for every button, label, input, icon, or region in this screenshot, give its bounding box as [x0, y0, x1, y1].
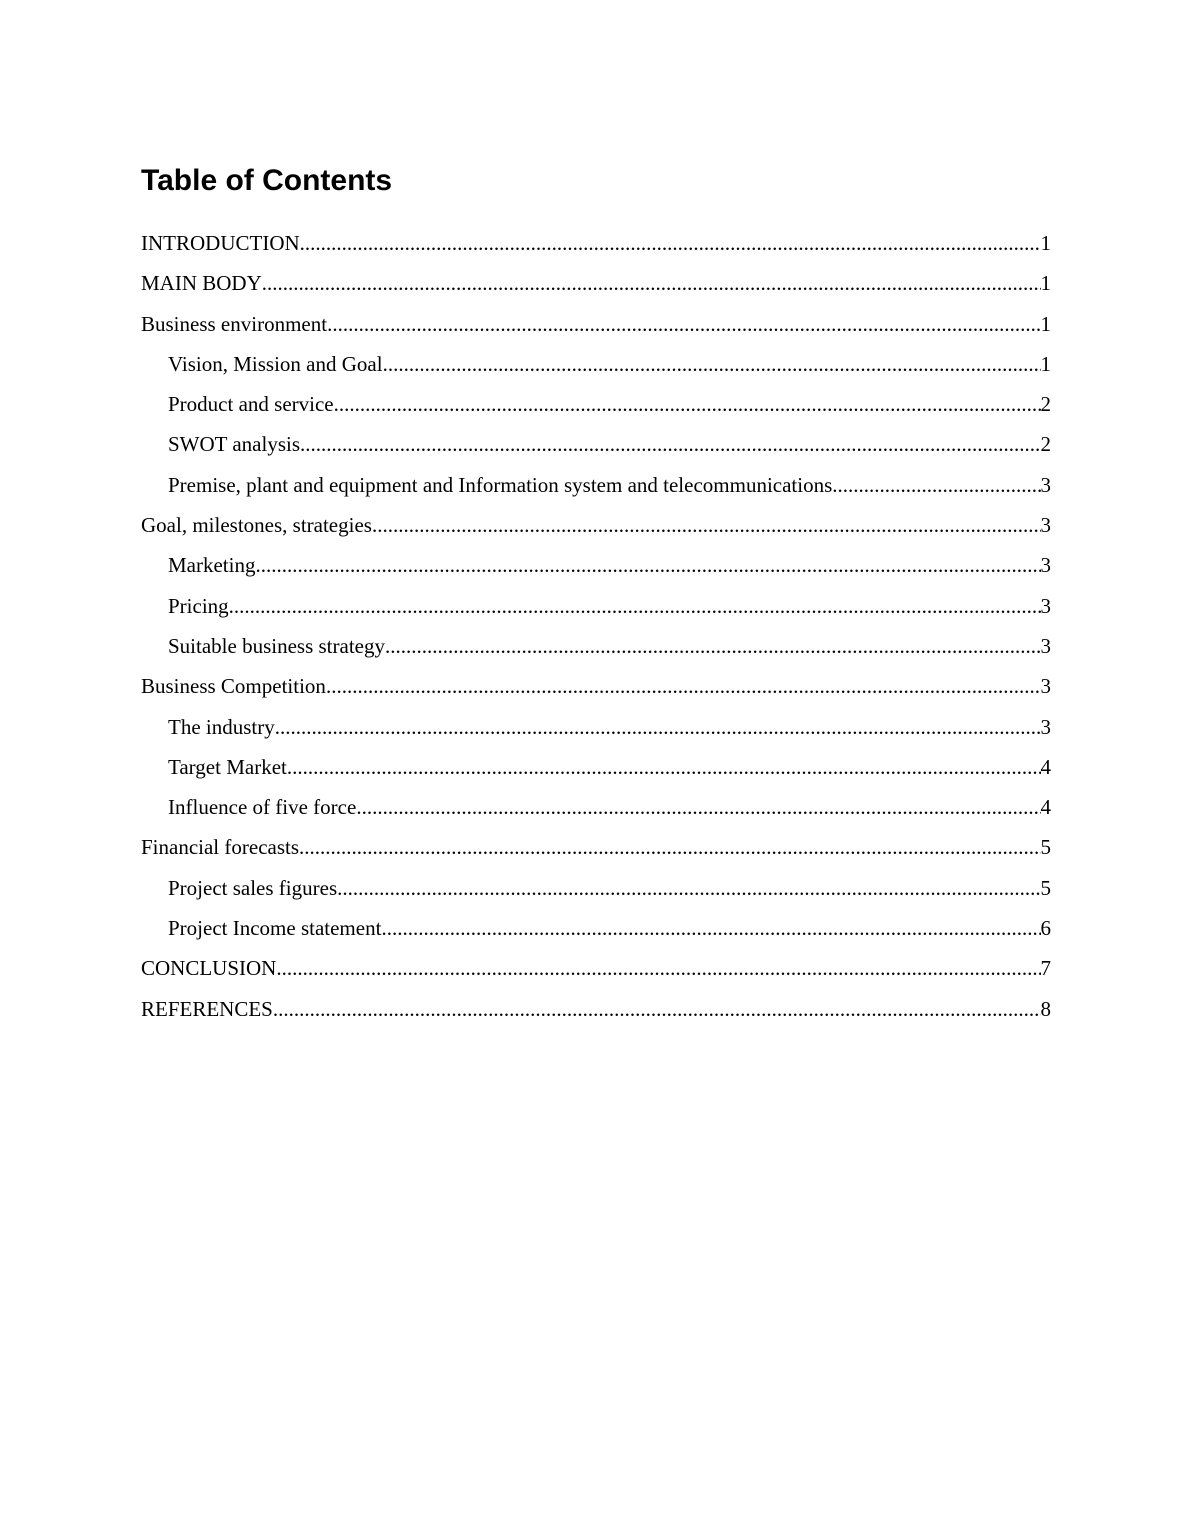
toc-entry-page: 1	[1040, 351, 1051, 376]
toc-dot-leader	[385, 629, 1041, 663]
toc-dot-leader	[273, 992, 1041, 1026]
toc-entry-page: 8	[1040, 996, 1051, 1021]
toc-dot-leader	[356, 790, 1040, 824]
toc-entry-label: Marketing	[168, 553, 256, 578]
toc-entry-page: 3	[1040, 674, 1051, 699]
toc-dot-leader	[326, 669, 1041, 703]
toc-title: Table of Contents	[141, 164, 393, 197]
toc-entry-page: 3	[1040, 513, 1051, 538]
toc-dot-leader	[337, 871, 1040, 905]
toc-entry-label: Project sales figures	[168, 875, 338, 900]
toc-entry-page: 5	[1040, 835, 1051, 860]
toc-entry-introduction[interactable]	[141, 226, 1051, 266]
toc-entry-influence-of-five-force[interactable]	[141, 790, 1051, 830]
toc-dot-leader	[334, 387, 1041, 421]
toc-entry-label: Suitable business strategy	[168, 633, 385, 658]
toc-entry-business-competition[interactable]	[141, 669, 1051, 709]
toc-entry-label: Goal, milestones, strategies	[141, 513, 372, 538]
toc-dot-leader	[262, 266, 1041, 300]
toc-dot-leader	[255, 548, 1040, 582]
toc-dot-leader	[299, 830, 1040, 864]
toc-dot-leader	[287, 750, 1041, 784]
toc-list	[141, 226, 1051, 1032]
toc-entry-label: Product and service	[168, 392, 334, 417]
toc-entry-conclusion[interactable]	[141, 951, 1051, 991]
toc-dot-leader	[300, 427, 1040, 461]
toc-entry-page: 6	[1040, 916, 1051, 941]
toc-dot-leader	[832, 468, 1040, 502]
toc-entry-page: 3	[1040, 714, 1051, 739]
toc-entry-product-and-service[interactable]	[141, 387, 1051, 427]
toc-entry-page: 3	[1040, 553, 1051, 578]
toc-entry-goal-milestones-strategies[interactable]	[141, 508, 1051, 548]
toc-entry-label: INTRODUCTION	[141, 231, 300, 255]
toc-entry-page: 3	[1040, 593, 1051, 618]
toc-entry-label: Vision, Mission and Goal	[168, 351, 383, 376]
toc-entry-project-sales-figures[interactable]	[141, 871, 1051, 911]
toc-entry-target-market[interactable]	[141, 750, 1051, 790]
toc-entry-label: SWOT analysis	[168, 432, 301, 457]
toc-entry-label: REFERENCES	[141, 996, 273, 1021]
toc-dot-leader	[381, 911, 1040, 945]
toc-entry-label: Business Competition	[141, 674, 326, 699]
toc-entry-label: Premise, plant and equipment and Information system and telecommunications	[168, 472, 833, 497]
toc-entry-business-environment[interactable]	[141, 307, 1051, 347]
toc-entry-page: 1	[1040, 311, 1051, 336]
toc-entry-pricing[interactable]	[141, 589, 1051, 629]
toc-entry-references[interactable]	[141, 992, 1051, 1032]
toc-dot-leader	[300, 226, 1041, 260]
toc-entry-page: 2	[1040, 432, 1051, 457]
toc-entry-label: CONCLUSION	[141, 956, 277, 981]
toc-entry-page: 1	[1040, 271, 1051, 296]
toc-entry-page: 5	[1040, 875, 1051, 900]
toc-dot-leader	[372, 508, 1041, 542]
toc-entry-marketing[interactable]	[141, 548, 1051, 588]
toc-entry-label: Financial forecasts	[141, 835, 300, 860]
toc-entry-page: 7	[1040, 956, 1051, 981]
toc-dot-leader	[383, 347, 1041, 381]
toc-entry-label: Business environment	[141, 311, 328, 336]
toc-entry-label: Influence of five force	[168, 795, 357, 820]
toc-entry-main-body[interactable]	[141, 266, 1051, 306]
toc-entry-vision-mission-goal[interactable]	[141, 347, 1051, 387]
toc-entry-the-industry[interactable]	[141, 710, 1051, 750]
toc-entry-label: Target Market	[168, 754, 287, 779]
toc-entry-swot-analysis[interactable]	[141, 427, 1051, 467]
toc-dot-leader	[327, 307, 1040, 341]
toc-dot-leader	[275, 710, 1041, 744]
toc-entry-page: 4	[1040, 754, 1051, 779]
toc-entry-suitable-business-strategy[interactable]	[141, 629, 1051, 669]
toc-entry-page: 1	[1040, 231, 1051, 255]
toc-entry-label: Pricing	[168, 593, 229, 618]
toc-entry-page: 2	[1040, 392, 1051, 417]
toc-entry-page: 4	[1040, 795, 1051, 820]
toc-dot-leader	[276, 951, 1040, 985]
toc-entry-page: 3	[1040, 633, 1051, 658]
toc-entry-label: Project Income statement	[168, 916, 382, 941]
toc-dot-leader	[229, 589, 1041, 623]
toc-entry-premise-plant-equipment[interactable]	[141, 468, 1051, 508]
toc-entry-label: The industry	[168, 714, 275, 739]
toc-entry-page: 3	[1040, 472, 1051, 497]
toc-entry-financial-forecasts[interactable]	[141, 830, 1051, 870]
toc-entry-project-income-statement[interactable]	[141, 911, 1051, 951]
toc-entry-label: MAIN BODY	[141, 271, 262, 296]
